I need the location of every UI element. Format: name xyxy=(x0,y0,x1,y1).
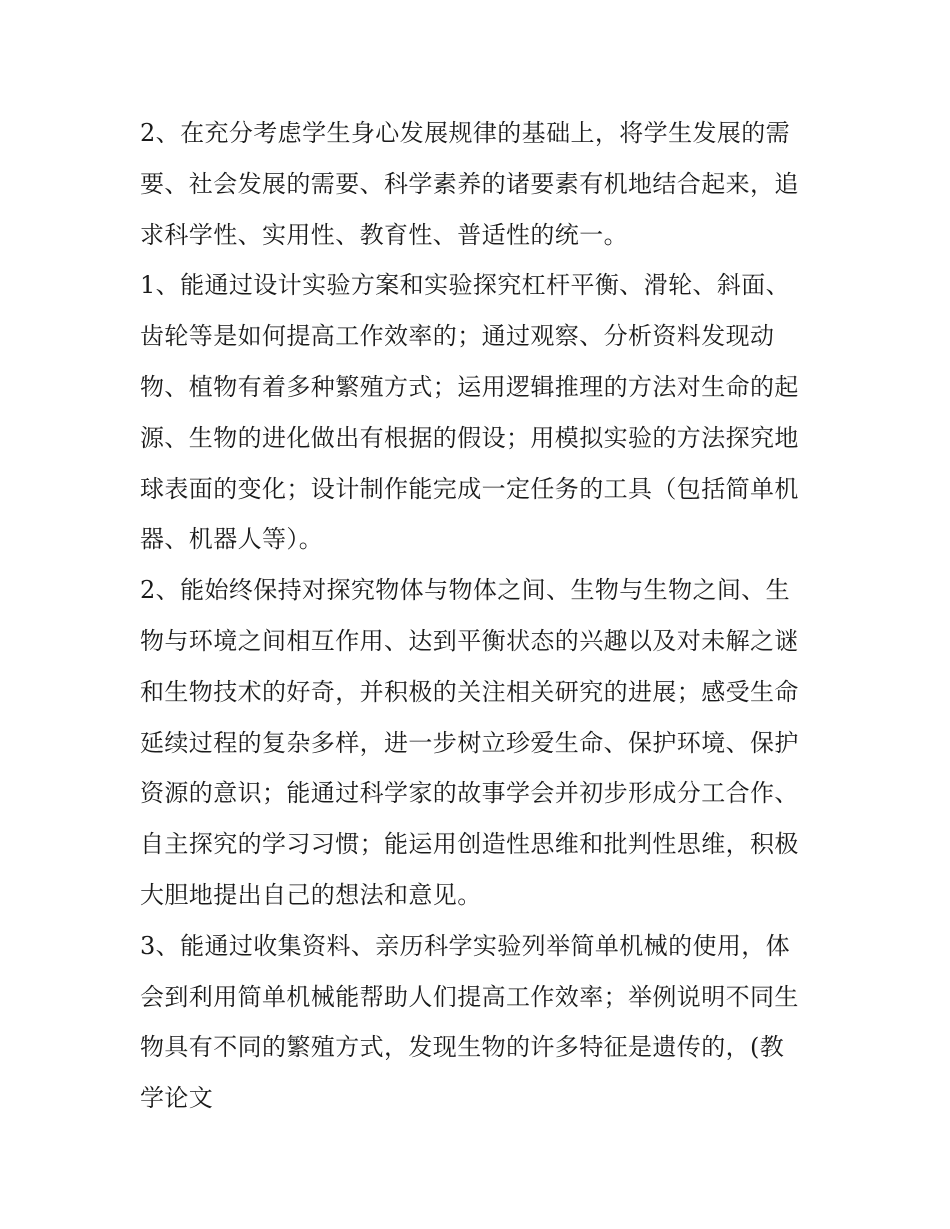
paragraph-4 xyxy=(140,921,812,1124)
text-line: 大胆地提出自己的想法和意见。 xyxy=(140,880,482,909)
text-line: 自主探究的学习习惯；能运用创造性思维和批判性思维，积极 xyxy=(140,830,799,859)
paragraph-2 xyxy=(140,260,812,565)
text-line: 球表面的变化；设计制作能完成一定任务的工具（包括简单机 xyxy=(140,474,799,503)
text-line: 2、在充分考虑学生身心发展规律的基础上，将学生发展的需 xyxy=(140,119,791,147)
text-line: 资源的意识；能通过科学家的故事学会并初步形成分工合作、 xyxy=(140,779,799,808)
text-line: 2、能始终保持对探究物体与物体之间、生物与生物之间、生 xyxy=(140,576,791,605)
text-line: 1、能通过设计实验方案和实验探究杠杆平衡、滑轮、斜面、 xyxy=(140,271,791,300)
text-line: 源、生物的进化做出有根据的假设；用模拟实验的方法探究地 xyxy=(140,423,799,452)
text-line: 学论文 xyxy=(140,1084,214,1113)
text-line: 物与环境之间相互作用、达到平衡状态的兴趣以及对未解之谜 xyxy=(140,626,799,655)
text-line: 求科学性、实用性、教育性、普适性的统一。 xyxy=(140,220,628,249)
text-line: 器、机器人等）。 xyxy=(140,525,324,554)
text-line: 齿轮等是如何提高工作效率的；通过观察、分析资料发现动 xyxy=(140,322,775,351)
paragraph-1 xyxy=(140,108,812,260)
text-line: 要、社会发展的需要、科学素养的诸要素有机地结合起来，追 xyxy=(140,169,799,198)
text-line: 延续过程的复杂多样，进一步树立珍爱生命、保护环境、保护 xyxy=(140,728,799,757)
text-line: 会到利用简单机械能帮助人们提高工作效率；举例说明不同生 xyxy=(140,982,799,1011)
text-line: 物具有不同的繁殖方式，发现生物的许多特征是遗传的，(教 xyxy=(140,1033,785,1062)
document-body xyxy=(140,108,812,1124)
text-line: 和生物技术的好奇，并积极的关注相关研究的进展；感受生命 xyxy=(140,677,799,706)
text-line: 物、植物有着多种繁殖方式；运用逻辑推理的方法对生命的起 xyxy=(140,372,799,401)
paragraph-3 xyxy=(140,565,812,921)
text-line: 3、能通过收集资料、亲历科学实验列举简单机械的使用，体 xyxy=(140,931,791,960)
